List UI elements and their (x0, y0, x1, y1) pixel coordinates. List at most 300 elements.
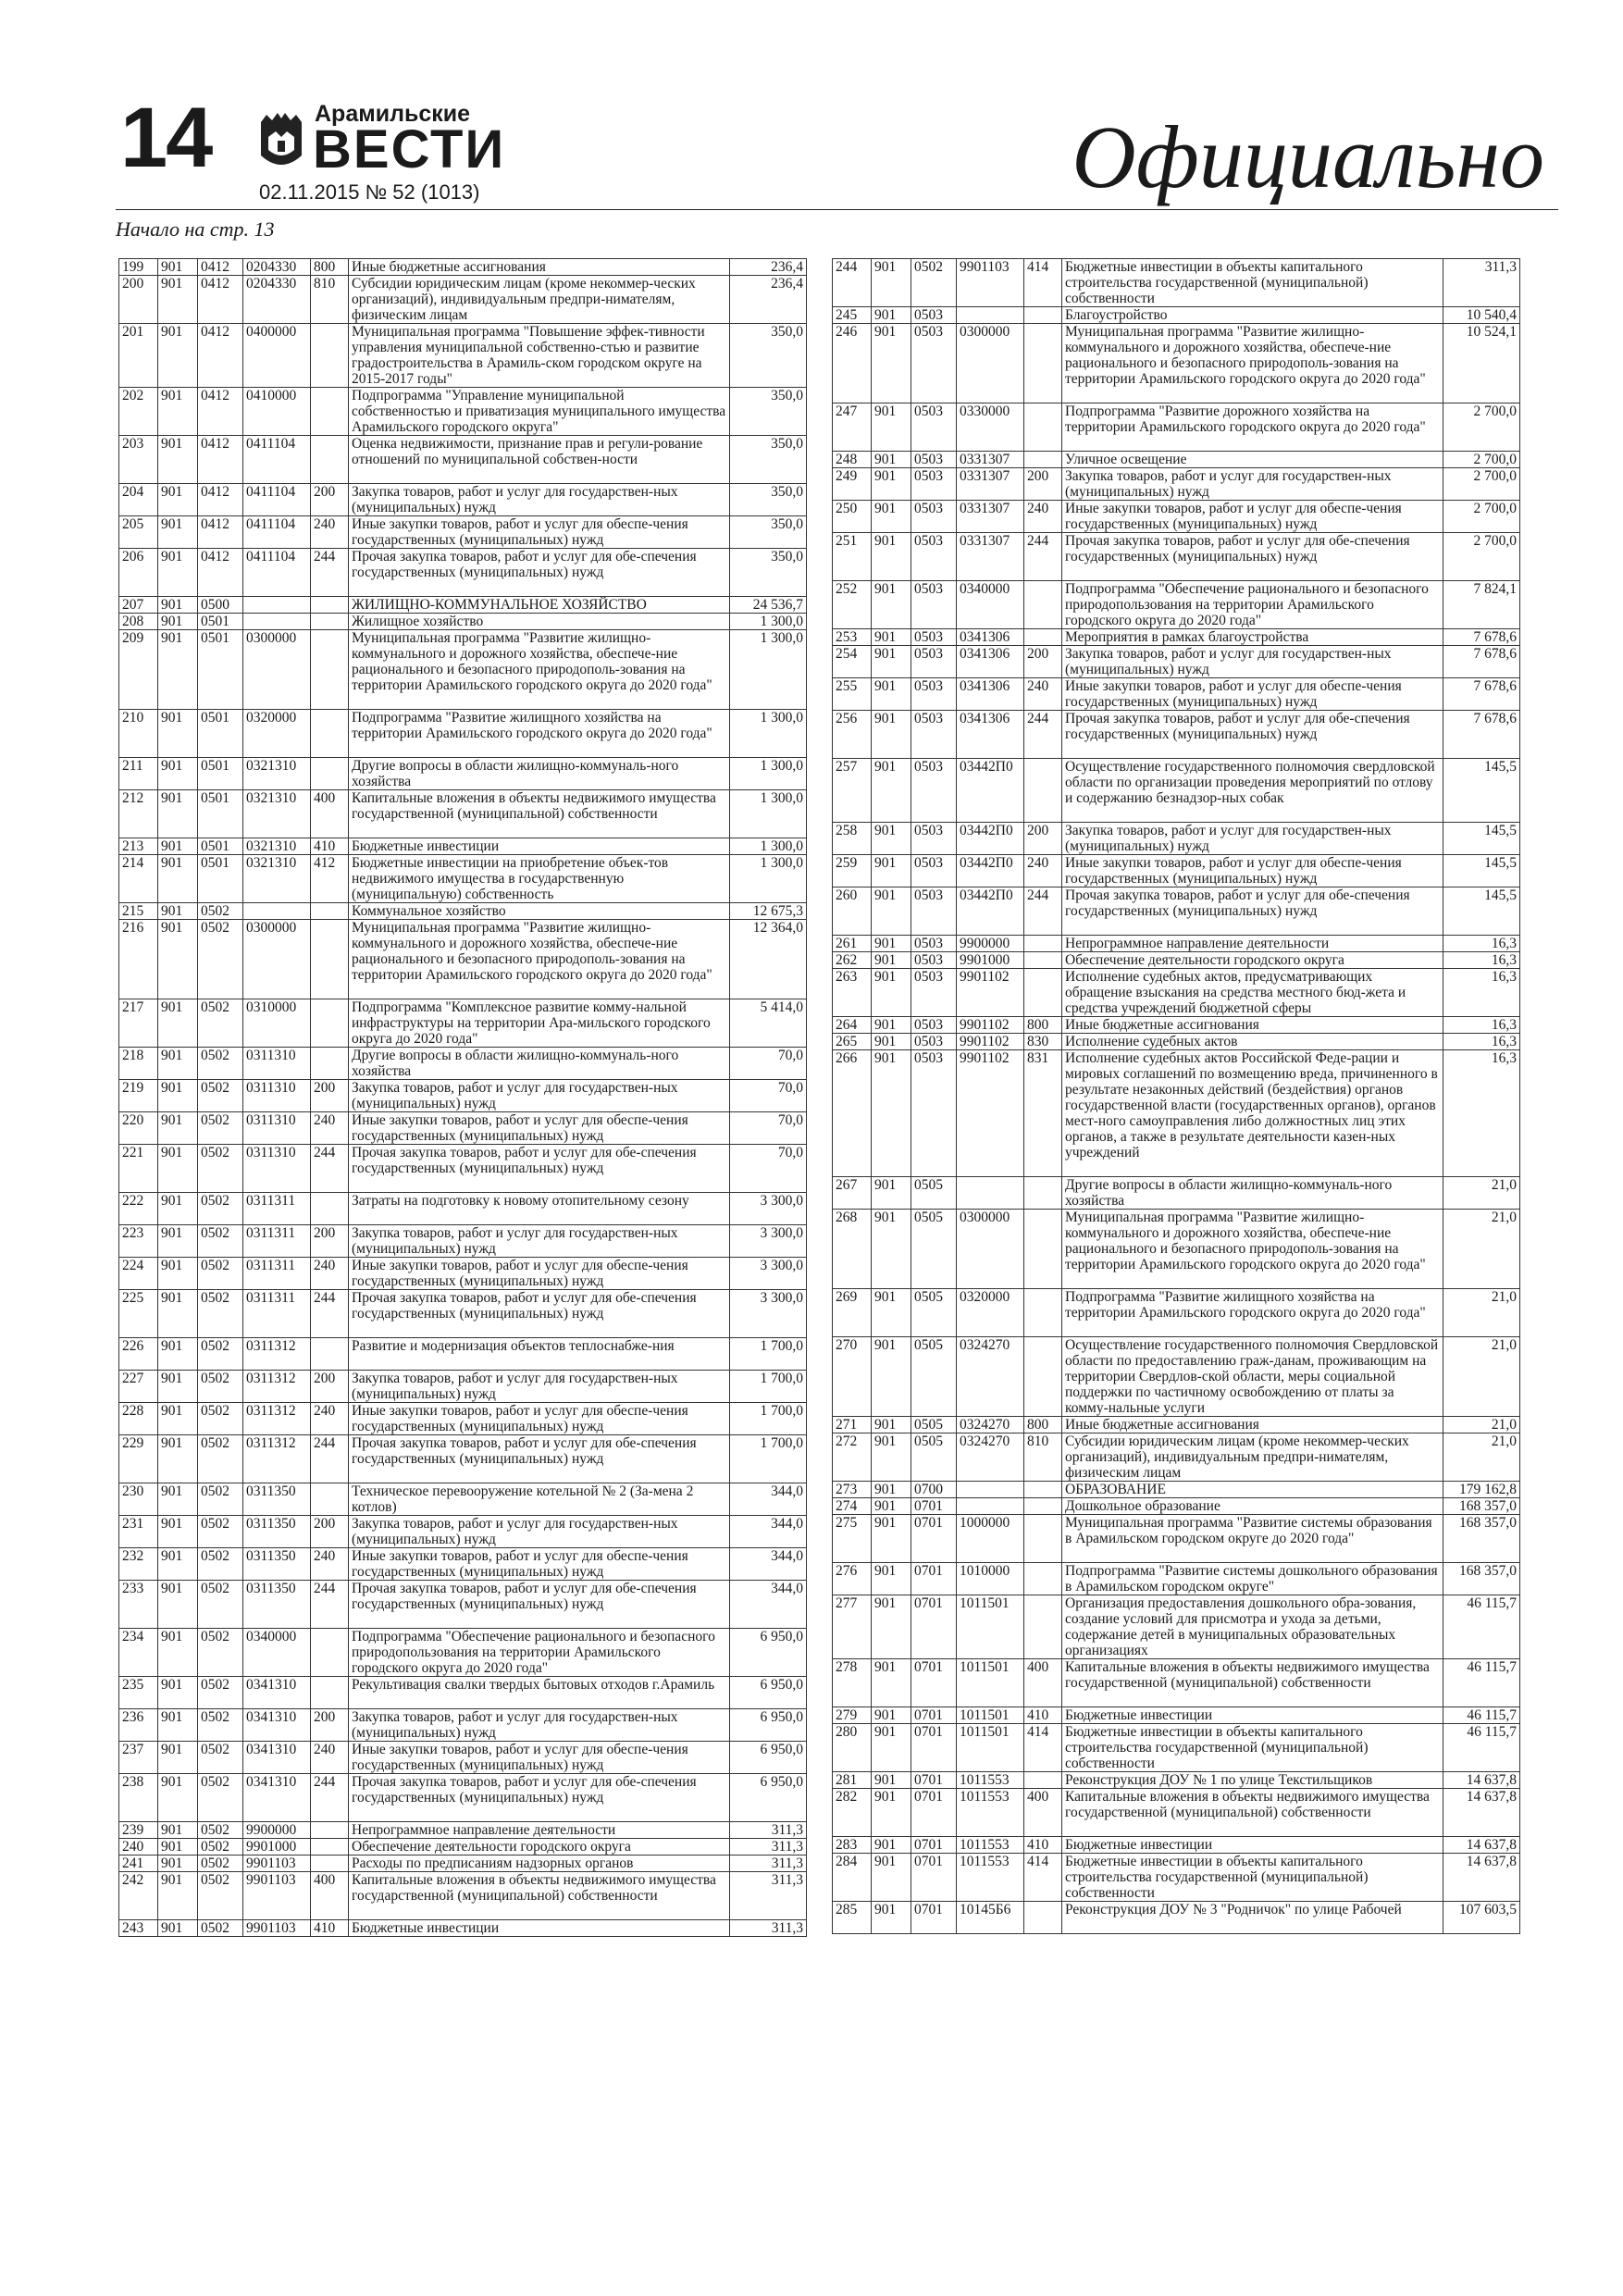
row-number: 237 (119, 1742, 158, 1774)
section-code: 0502 (198, 1435, 243, 1483)
row-number: 232 (119, 1548, 158, 1581)
table-row (833, 1482, 1520, 1498)
section-code: 0505 (911, 1337, 957, 1417)
table-row (119, 1742, 807, 1774)
table-row (119, 1403, 807, 1435)
publication-name-line2: ВЕСТИ (313, 119, 506, 180)
table-row (833, 1595, 1520, 1659)
dept-code: 901 (158, 1516, 198, 1548)
expense-type (1024, 1498, 1062, 1515)
row-number: 218 (119, 1048, 158, 1080)
dept-code: 901 (872, 581, 911, 629)
row-number: 284 (833, 1854, 872, 1902)
amount: 16,3 (1443, 1017, 1520, 1034)
expense-type: 200 (311, 1080, 349, 1112)
row-number: 268 (833, 1210, 872, 1289)
dept-code: 901 (872, 533, 911, 581)
dept-code: 901 (158, 1403, 198, 1435)
item-name: Осуществление государственного полномочия Свердловской области по предоставлению граж-данам, проживающим на территории Свердлов-ской области, меры социальной поддержки по частичному освобождению от платы за комму-нальные услуги (1062, 1337, 1443, 1417)
dept-code: 901 (158, 1290, 198, 1338)
table-row (119, 1872, 807, 1920)
target-code: 0311312 (243, 1371, 311, 1403)
item-name: Бюджетные инвестиции в объекты капитального строительства государственной (муниципальной) собственности (1062, 1854, 1443, 1902)
amount: 1 700,0 (730, 1371, 807, 1403)
row-number: 270 (833, 1337, 872, 1417)
section-code: 0701 (911, 1498, 957, 1515)
table-row (833, 678, 1520, 711)
item-name: Субсидии юридическим лицам (кроме некоммер-ческих организаций), индивидуальным предпри-нимателям, физическим лицам (1062, 1433, 1443, 1482)
item-name: Бюджетные инвестиции (349, 838, 730, 855)
section-code: 0502 (198, 1839, 243, 1855)
dept-code: 901 (872, 1050, 911, 1177)
section-code: 0502 (198, 1677, 243, 1709)
amount: 1 700,0 (730, 1403, 807, 1435)
row-number: 212 (119, 790, 158, 838)
target-code (957, 307, 1024, 324)
section-code: 0502 (198, 903, 243, 920)
item-name: Непрограммное направление деятельности (1062, 936, 1443, 952)
expense-type (1024, 1337, 1062, 1417)
dept-code: 901 (158, 614, 198, 630)
table-row (119, 614, 807, 630)
row-number: 217 (119, 999, 158, 1048)
item-name: Прочая закупка товаров, работ и услуг для обе-спечения государственных (муниципальных) нужд (349, 1774, 730, 1822)
expense-type (311, 436, 349, 484)
item-name: Закупка товаров, работ и услуг для государствен-ных (муниципальных) нужд (349, 1516, 730, 1548)
amount: 7 678,6 (1443, 629, 1520, 646)
item-name: Бюджетные инвестиции (1062, 1837, 1443, 1854)
amount: 5 414,0 (730, 999, 807, 1048)
table-row (119, 1371, 807, 1403)
section-code: 0502 (198, 1855, 243, 1872)
table-row (119, 259, 807, 276)
amount: 14 637,8 (1443, 1854, 1520, 1902)
row-number: 235 (119, 1677, 158, 1709)
expense-type: 410 (1024, 1707, 1062, 1724)
section-code: 0503 (911, 646, 957, 678)
expense-type (1024, 307, 1062, 324)
section-code: 0701 (911, 1563, 957, 1595)
row-number: 221 (119, 1145, 158, 1193)
dept-code: 901 (872, 678, 911, 711)
dept-code: 901 (872, 936, 911, 952)
item-name: Иные бюджетные ассигнования (349, 259, 730, 276)
target-code: 0341310 (243, 1677, 311, 1709)
amount: 145,5 (1443, 759, 1520, 823)
item-name: Иные закупки товаров, работ и услуг для обеспе-чения государственных (муниципальных) нужд (349, 1742, 730, 1774)
expense-type (1024, 1595, 1062, 1659)
row-number: 282 (833, 1789, 872, 1837)
row-number: 271 (833, 1417, 872, 1433)
target-code: 10145Б6 (957, 1902, 1024, 1934)
table-row (119, 597, 807, 614)
expense-type: 244 (311, 1435, 349, 1483)
row-number: 250 (833, 501, 872, 533)
expense-type: 414 (1024, 1724, 1062, 1772)
amount: 344,0 (730, 1581, 807, 1629)
expense-type: 200 (311, 1371, 349, 1403)
item-name: Подпрограмма "Развитие дорожного хозяйства на территории Арамильского городского округа до 2020 года" (1062, 403, 1443, 452)
section-code: 0412 (198, 259, 243, 276)
amount: 236,4 (730, 259, 807, 276)
table-row (833, 1515, 1520, 1563)
dept-code: 901 (872, 1789, 911, 1837)
item-name: Капитальные вложения в объекты недвижимого имущества государственной (муниципальной) собственности (1062, 1789, 1443, 1837)
item-name: Прочая закупка товаров, работ и услуг для обе-спечения государственных (муниципальных) нужд (349, 549, 730, 597)
dept-code: 901 (158, 1742, 198, 1774)
expense-type: 244 (1024, 711, 1062, 759)
row-number: 272 (833, 1433, 872, 1482)
target-code: 0320000 (243, 710, 311, 758)
target-code: 0311310 (243, 1048, 311, 1080)
dept-code: 901 (872, 887, 911, 936)
item-name: Подпрограмма "Управление муниципальной собственностью и приватизация муниципального имущества Арамильского городского округа" (349, 388, 730, 436)
table-row (119, 1112, 807, 1145)
page-header (0, 0, 1623, 250)
item-name: Другие вопросы в области жилищно-коммуналь-ного хозяйства (349, 758, 730, 790)
expense-type (1024, 952, 1062, 969)
item-name: Иные закупки товаров, работ и услуг для обеспе-чения государственных (муниципальных) нужд (1062, 501, 1443, 533)
target-code: 0311310 (243, 1080, 311, 1112)
item-name: Коммунальное хозяйство (349, 903, 730, 920)
expense-type: 400 (1024, 1659, 1062, 1707)
dept-code: 901 (872, 452, 911, 468)
amount: 168 357,0 (1443, 1563, 1520, 1595)
amount: 350,0 (730, 388, 807, 436)
amount: 2 700,0 (1443, 452, 1520, 468)
expense-type: 410 (311, 838, 349, 855)
row-number: 219 (119, 1080, 158, 1112)
row-number: 256 (833, 711, 872, 759)
dept-code: 901 (872, 759, 911, 823)
amount: 168 357,0 (1443, 1515, 1520, 1563)
target-code: 9900000 (957, 936, 1024, 952)
row-number: 285 (833, 1902, 872, 1934)
row-number: 278 (833, 1659, 872, 1707)
table-row (833, 1563, 1520, 1595)
row-number: 246 (833, 324, 872, 403)
dept-code: 901 (872, 259, 911, 307)
item-name: Иные бюджетные ассигнования (1062, 1417, 1443, 1433)
item-name: Иные закупки товаров, работ и услуг для обеспе-чения государственных (муниципальных) нужд (349, 1258, 730, 1290)
table-row (833, 324, 1520, 403)
section-code: 0502 (198, 1112, 243, 1145)
table-row (833, 1772, 1520, 1789)
row-number: 200 (119, 276, 158, 324)
amount: 21,0 (1443, 1210, 1520, 1289)
table-row (119, 903, 807, 920)
amount: 1 300,0 (730, 790, 807, 838)
target-code: 0311311 (243, 1193, 311, 1225)
item-name: Прочая закупка товаров, работ и услуг для обе-спечения государственных (муниципальных) нужд (349, 1435, 730, 1483)
item-name: Уличное освещение (1062, 452, 1443, 468)
table-row (119, 1258, 807, 1290)
amount: 21,0 (1443, 1433, 1520, 1482)
item-name: Бюджетные инвестиции в объекты капитального строительства государственной (муниципальной) собственности (1062, 259, 1443, 307)
target-code: 03442П0 (957, 855, 1024, 887)
amount: 6 950,0 (730, 1774, 807, 1822)
target-code: 0311350 (243, 1548, 311, 1581)
target-code: 0311310 (243, 1112, 311, 1145)
target-code: 0340000 (957, 581, 1024, 629)
expense-type: 240 (311, 1403, 349, 1435)
target-code: 0321310 (243, 758, 311, 790)
item-name: Подпрограмма "Комплексное развитие комму-нальной инфраструктуры на территории Ара-мильского городского округа до 2020 года" (349, 999, 730, 1048)
newspaper-logo (257, 101, 506, 180)
row-number: 231 (119, 1516, 158, 1548)
amount: 12 364,0 (730, 920, 807, 999)
amount: 2 700,0 (1443, 501, 1520, 533)
item-name: ОБРАЗОВАНИЕ (1062, 1482, 1443, 1498)
expense-type: 400 (1024, 1789, 1062, 1837)
expense-type: 800 (1024, 1417, 1062, 1433)
section-code: 0502 (198, 1483, 243, 1516)
target-code: 0311350 (243, 1581, 311, 1629)
row-number: 269 (833, 1289, 872, 1337)
section-code: 0502 (198, 1145, 243, 1193)
target-code: 1000000 (957, 1515, 1024, 1563)
dept-code: 901 (872, 823, 911, 855)
table-row (833, 1289, 1520, 1337)
expense-type (1024, 969, 1062, 1017)
expense-type (1024, 629, 1062, 646)
amount: 145,5 (1443, 887, 1520, 936)
expense-type: 830 (1024, 1034, 1062, 1050)
section-code: 0501 (198, 855, 243, 903)
amount: 236,4 (730, 276, 807, 324)
expense-type: 410 (311, 1920, 349, 1937)
section-code: 0505 (911, 1177, 957, 1210)
expense-type (311, 903, 349, 920)
target-code: 0330000 (957, 403, 1024, 452)
dept-code: 901 (872, 629, 911, 646)
item-name: Исполнение судебных актов Российской Феде-рации и мировых соглашений по возмещению вреда, причиненного в результате незаконных действий (бездействия) органов государственной власти (государственных органов), органов мест-ного самоуправления либо должностных лиц этих органов, а также в результате деятельности казен-ных учреждений (1062, 1050, 1443, 1177)
dept-code: 901 (872, 952, 911, 969)
item-name: ЖИЛИЩНО-КОММУНАЛЬНОЕ ХОЗЯЙСТВО (349, 597, 730, 614)
table-row (119, 1338, 807, 1371)
table-row (119, 1581, 807, 1629)
amount: 350,0 (730, 516, 807, 549)
amount: 2 700,0 (1443, 468, 1520, 501)
table-row (833, 581, 1520, 629)
row-number: 249 (833, 468, 872, 501)
row-number: 281 (833, 1772, 872, 1789)
section-code: 0501 (198, 614, 243, 630)
amount: 16,3 (1443, 969, 1520, 1017)
item-name: Закупка товаров, работ и услуг для государствен-ных (муниципальных) нужд (349, 1225, 730, 1258)
row-number: 228 (119, 1403, 158, 1435)
item-name: Субсидии юридическим лицам (кроме некоммер-ческих организаций), индивидуальным предпри-нимателям, физическим лицам (349, 276, 730, 324)
expense-type (311, 1822, 349, 1839)
target-code: 0324270 (957, 1417, 1024, 1433)
item-name: Иные закупки товаров, работ и услуг для обеспе-чения государственных (муниципальных) нужд (349, 1548, 730, 1581)
item-name: Бюджетные инвестиции (1062, 1707, 1443, 1724)
row-number: 253 (833, 629, 872, 646)
expense-type: 200 (311, 1516, 349, 1548)
item-name: Исполнение судебных актов (1062, 1034, 1443, 1050)
amount: 70,0 (730, 1112, 807, 1145)
expense-type: 414 (1024, 1854, 1062, 1902)
expense-type: 414 (1024, 259, 1062, 307)
table-row (833, 1659, 1520, 1707)
row-number: 216 (119, 920, 158, 999)
target-code: 9901103 (243, 1920, 311, 1937)
item-name: Развитие и модернизация объектов теплоснабже-ния (349, 1338, 730, 1371)
dept-code: 901 (872, 711, 911, 759)
dept-code: 901 (158, 710, 198, 758)
amount: 21,0 (1443, 1289, 1520, 1337)
amount: 6 950,0 (730, 1629, 807, 1677)
expense-type: 240 (311, 1548, 349, 1581)
dept-code: 901 (872, 1707, 911, 1724)
target-code: 0311312 (243, 1435, 311, 1483)
target-code: 0204330 (243, 276, 311, 324)
section-code: 0503 (911, 952, 957, 969)
section-code: 0412 (198, 276, 243, 324)
section-code: 0503 (911, 581, 957, 629)
amount: 179 162,8 (1443, 1482, 1520, 1498)
section-code: 0700 (911, 1482, 957, 1498)
expense-type (311, 710, 349, 758)
amount: 1 700,0 (730, 1435, 807, 1483)
target-code (243, 614, 311, 630)
expense-type: 410 (1024, 1837, 1062, 1854)
row-number: 259 (833, 855, 872, 887)
amount: 16,3 (1443, 952, 1520, 969)
table-row (119, 1048, 807, 1080)
item-name: Муниципальная программа "Развитие жилищно-коммунального и дорожного хозяйства, обеспече-ние рационального и безопасного природополь-зования на территории Арамильского городского округа до 2020 года" (1062, 324, 1443, 403)
section-code: 0503 (911, 936, 957, 952)
row-number: 234 (119, 1629, 158, 1677)
item-name: Бюджетные инвестиции в объекты капитального строительства государственной (муниципальной) собственности (1062, 1724, 1443, 1772)
target-code: 0300000 (957, 1210, 1024, 1289)
row-number: 208 (119, 614, 158, 630)
section-code: 0412 (198, 436, 243, 484)
amount: 2 700,0 (1443, 403, 1520, 452)
item-name: Подпрограмма "Развитие жилищного хозяйства на территории Арамильского городского округа до 2020 года" (349, 710, 730, 758)
target-code: 1011501 (957, 1707, 1024, 1724)
section-code: 0503 (911, 711, 957, 759)
dept-code: 901 (158, 1225, 198, 1258)
section-code: 0502 (198, 1742, 243, 1774)
target-code: 0324270 (957, 1337, 1024, 1417)
amount: 1 300,0 (730, 855, 807, 903)
section-code: 0502 (198, 1290, 243, 1338)
expense-type: 810 (311, 276, 349, 324)
section-code: 0500 (198, 597, 243, 614)
item-name: Другие вопросы в области жилищно-коммуналь-ного хозяйства (1062, 1177, 1443, 1210)
section-code: 0503 (911, 501, 957, 533)
target-code: 9901102 (957, 1050, 1024, 1177)
row-number: 224 (119, 1258, 158, 1290)
amount: 1 300,0 (730, 614, 807, 630)
expense-type (1024, 324, 1062, 403)
row-number: 243 (119, 1920, 158, 1937)
budget-table-right (832, 258, 1520, 1934)
dept-code: 901 (872, 1433, 911, 1482)
dept-code: 901 (158, 1112, 198, 1145)
amount: 7 678,6 (1443, 678, 1520, 711)
section-code: 0503 (911, 887, 957, 936)
item-name: Закупка товаров, работ и услуг для государствен-ных (муниципальных) нужд (349, 1371, 730, 1403)
row-number: 215 (119, 903, 158, 920)
table-row (833, 646, 1520, 678)
dept-code: 901 (872, 1034, 911, 1050)
table-row (833, 259, 1520, 307)
amount: 311,3 (730, 1872, 807, 1920)
row-number: 245 (833, 307, 872, 324)
target-code: 0204330 (243, 259, 311, 276)
item-name: Обеспечение деятельности городского округа (349, 1839, 730, 1855)
item-name: Муниципальная программа "Развитие системы образования в Арамильском городском округе до 2020 года" (1062, 1515, 1443, 1563)
section-code: 0701 (911, 1902, 957, 1934)
section-code: 0502 (198, 1629, 243, 1677)
page-number: 14 (120, 91, 212, 185)
dept-code: 901 (158, 920, 198, 999)
table-row (833, 952, 1520, 969)
dept-code: 901 (158, 1839, 198, 1855)
row-number: 211 (119, 758, 158, 790)
dept-code: 901 (158, 1629, 198, 1677)
target-code: 0311311 (243, 1258, 311, 1290)
table-row (833, 1433, 1520, 1482)
expense-type: 200 (311, 1709, 349, 1742)
item-name: Иные закупки товаров, работ и услуг для обеспе-чения государственных (муниципальных) нужд (1062, 678, 1443, 711)
table-row (119, 549, 807, 597)
dept-code: 901 (158, 838, 198, 855)
row-number: 248 (833, 452, 872, 468)
row-number: 226 (119, 1338, 158, 1371)
target-code: 0331307 (957, 533, 1024, 581)
target-code (243, 597, 311, 614)
table-row (119, 1225, 807, 1258)
amount: 350,0 (730, 436, 807, 484)
item-name: Исполнение судебных актов, предусматривающих обращение взыскания на средства местного бюд-жета и средства учреждений бюджетной сферы (1062, 969, 1443, 1017)
table-row (119, 1145, 807, 1193)
section-code: 0502 (198, 1516, 243, 1548)
row-number: 227 (119, 1371, 158, 1403)
target-code (957, 1177, 1024, 1210)
item-name: Затраты на подготовку к новому отопительному сезону (349, 1193, 730, 1225)
target-code: 0341306 (957, 646, 1024, 678)
expense-type (1024, 1482, 1062, 1498)
table-row (833, 1417, 1520, 1433)
item-name: Непрограммное направление деятельности (349, 1822, 730, 1839)
row-number: 236 (119, 1709, 158, 1742)
amount: 6 950,0 (730, 1677, 807, 1709)
target-code: 0311312 (243, 1338, 311, 1371)
expense-type: 412 (311, 855, 349, 903)
table-row (833, 468, 1520, 501)
expense-type (311, 758, 349, 790)
target-code: 1011553 (957, 1854, 1024, 1902)
item-name: Закупка товаров, работ и услуг для государствен-ных (муниципальных) нужд (349, 1080, 730, 1112)
row-number: 229 (119, 1435, 158, 1483)
amount: 344,0 (730, 1516, 807, 1548)
item-name: Муниципальная программа "Развитие жилищно-коммунального и дорожного хозяйства, обеспече-ние рационального и безопасного природополь-зования на территории Арамильского городского округа до 2020 года" (1062, 1210, 1443, 1289)
row-number: 222 (119, 1193, 158, 1225)
expense-type (311, 999, 349, 1048)
section-code: 0503 (911, 855, 957, 887)
item-name: Другие вопросы в области жилищно-коммуналь-ного хозяйства (349, 1048, 730, 1080)
expense-type: 244 (311, 1581, 349, 1629)
item-name: Обеспечение деятельности городского округа (1062, 952, 1443, 969)
expense-type (311, 1338, 349, 1371)
target-code: 03442П0 (957, 823, 1024, 855)
section-code: 0501 (198, 710, 243, 758)
row-number: 265 (833, 1034, 872, 1050)
item-name: Подпрограмма "Обеспечение рационального и безопасного природопользования на территории Арамильского городского округа до 2020 года" (349, 1629, 730, 1677)
